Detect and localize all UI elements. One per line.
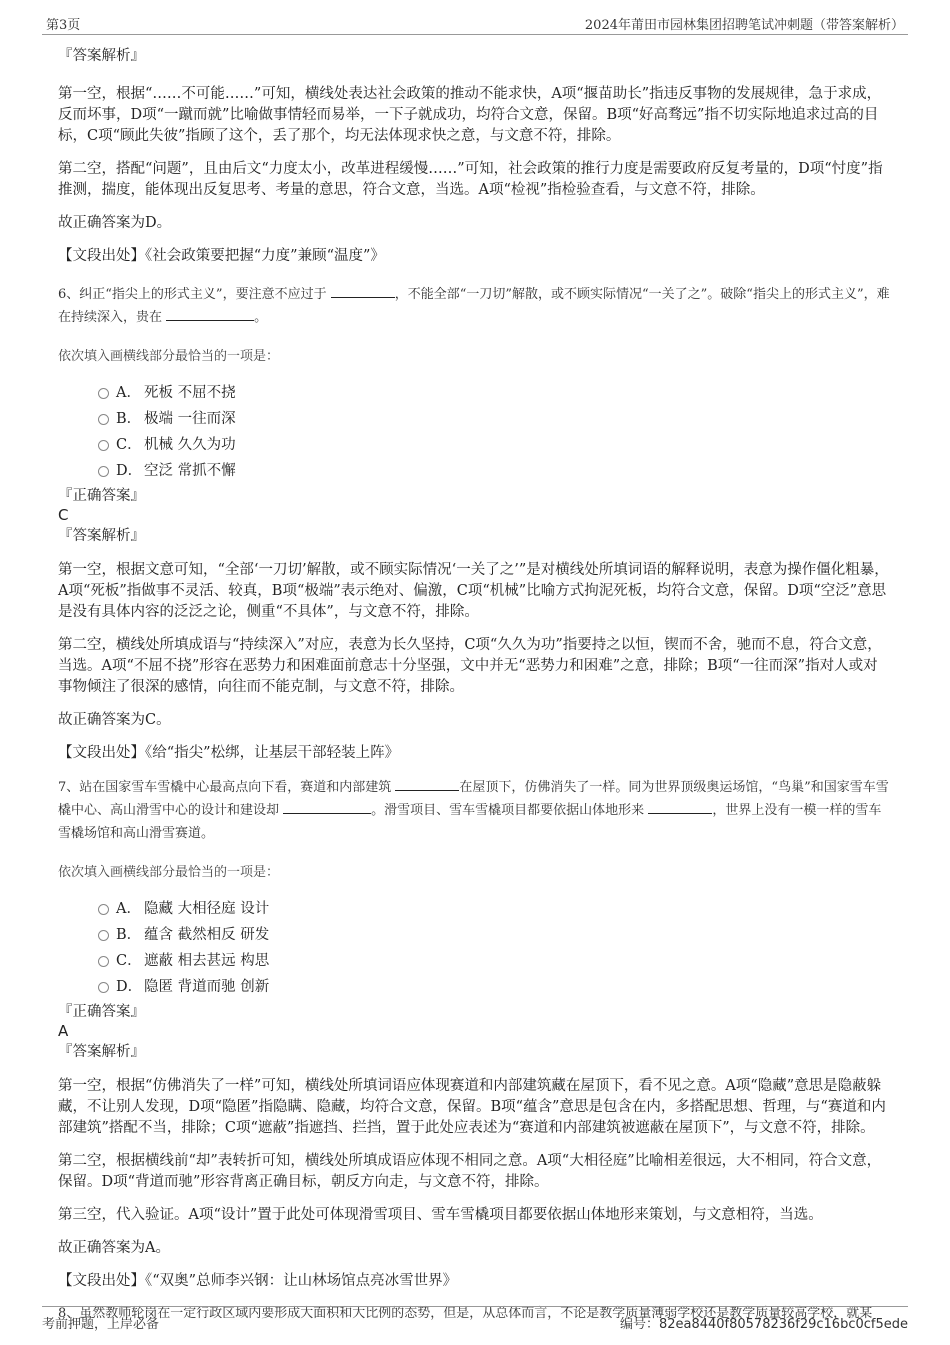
correct-answer-tag: 『正确答案』 bbox=[58, 1004, 145, 1020]
analysis-paragraph: 第一空，根据文意可知，“全部‘一刀切’解散，或不顾实际情况‘一关了之’”是对横线处所填词语的解释说明，表意为操作僵化粗暴，A项“死板”指做事不灵活、较真，B项“极端”表示绝对、偏激，C项“机械”比喻方式拘泥死板，均符合文意，保留。D项“空泛”意思是没有具体内容的泛泛之论，侧重“不具体”，与文意不符，排除。 bbox=[58, 562, 889, 620]
fill-blank bbox=[331, 285, 395, 298]
option-b[interactable]: B． 极端 一往而深 bbox=[58, 406, 890, 432]
page-content bbox=[58, 40, 890, 1321]
page-number: 第3页 bbox=[46, 18, 81, 33]
analysis-tag: 『答案解析』 bbox=[58, 528, 145, 544]
option-c[interactable]: C． 遮蔽 相去甚远 构思 bbox=[58, 948, 890, 974]
option-b[interactable]: B． 蕴含 截然相反 研发 bbox=[58, 922, 890, 948]
radio-icon[interactable] bbox=[98, 930, 109, 941]
option-list bbox=[58, 380, 890, 484]
source-citation: 【文段出处】《“双奥”总师李兴钢：让山林场馆点亮冰雪世界》 bbox=[58, 1273, 458, 1289]
analysis-paragraph: 第二空，横线处所填成语与“持续深入”对应，表意为长久坚持，C项“久久为功”指要持之以恒，锲而不舍，驰而不息，符合文意，当选。A项“不屈不挠”形容在恶势力和困难面前意志十分坚强，文中并无“恶势力和困难”之意，排除；B项“一往而深”指对人或对事物倾注了很深的感情，向往而不能克制，与文意不符，排除。 bbox=[58, 637, 882, 695]
analysis-paragraph: 第三空，代入验证。A项“设计”置于此处可体现滑雪项目、雪车雪橇项目都要依据山体地形来策划，与文意相符，当选。 bbox=[58, 1207, 823, 1223]
fill-blank bbox=[395, 778, 459, 791]
option-a[interactable]: A． 隐藏 大相径庭 设计 bbox=[58, 896, 890, 922]
radio-icon[interactable] bbox=[98, 982, 109, 993]
page-footer bbox=[42, 1306, 908, 1332]
fill-blank bbox=[648, 801, 712, 814]
page-header bbox=[42, 12, 908, 35]
option-d[interactable]: D． 隐匿 背道而驰 创新 bbox=[58, 974, 890, 1000]
analysis-paragraph: 第二空，根据横线前“却”表转折可知，横线处所填成语应体现不相同之意。A项“大相径庭”比喻相差很远，大不相同，符合文意，保留。D项“背道而驰”形容背离正确目标，朝反方向走，与文意不符，排除。 bbox=[58, 1153, 882, 1190]
radio-icon[interactable] bbox=[98, 956, 109, 967]
option-c[interactable]: C． 机械 久久为功 bbox=[58, 432, 890, 458]
question-8-stem: 8、虽然教师轮岗在一定行政区域内要形成大面积和大比例的态势，但是，从总体而言，不论是教学质量薄弱学校还是教学质量较高学校，就某 bbox=[58, 1306, 873, 1321]
question-prompt: 依次填入画横线部分最恰当的一项是： bbox=[58, 349, 280, 364]
correct-answer-tag: 『正确答案』 bbox=[58, 488, 145, 504]
option-list bbox=[58, 896, 890, 1000]
analysis-paragraph: 第二空，搭配“问题”，且由后文“力度太小，改革进程缓慢……”可知，社会政策的推行力度是需要政府反复考量的，D项“忖度”指推测，揣度，能体现出反复思考、考量的意思，符合文意，当选。A项“检视”指检验查看，与文意不符，排除。 bbox=[58, 161, 883, 198]
analysis-paragraph: 第一空，根据“仿佛消失了一样”可知，横线处所填词语应体现赛道和内部建筑藏在屋顶下，看不见之意。A项“隐藏”意思是隐蔽躲藏，不让别人发现，D项“隐匿”指隐瞒、隐藏，均符合文意，保留。B项“蕴含”意思是包含在内，多搭配思想、哲理，与“赛道和内部建筑”搭配不当，排除；C项“遮蔽”指遮挡、拦挡，置于此处应表述为“赛道和内部建筑被遮蔽在屋顶下”，与文意不符，排除。 bbox=[58, 1078, 886, 1136]
radio-icon[interactable] bbox=[98, 466, 109, 477]
analysis-tag: 『答案解析』 bbox=[58, 1044, 145, 1060]
question-7 bbox=[58, 776, 890, 1292]
question-prompt: 依次填入画横线部分最恰当的一项是： bbox=[58, 865, 280, 880]
correct-answer: C bbox=[58, 506, 69, 524]
fill-blank bbox=[166, 308, 254, 321]
conclusion: 故正确答案为A。 bbox=[58, 1240, 170, 1256]
question-6 bbox=[58, 283, 890, 764]
conclusion: 故正确答案为D。 bbox=[58, 215, 172, 231]
question-stem: 6、纠正“指尖上的形式主义”，要注意不应过于 ，不能全部“一刀切”解散，或不顾实际情况“一关了之”。破除“指尖上的形式主义”，难在持续深入，贵在 。 bbox=[58, 287, 890, 325]
analysis-paragraph: 第一空，根据“……不可能……”可知，横线处表达社会政策的推动不能求快，A项“揠苗助长”指违反事物的发展规律，急于求成，反而坏事，D项“一蹴而就”比喻做事情轻而易举，一下子就成功，均符合文意，保留。B项“好高骛远”指不切实际地追求过高的目标，C项“顾此失彼”指顾了这个，丢了那个，均无法体现求快之意，与文意不符，排除。 bbox=[58, 86, 882, 144]
footer-slogan: 考前押题，上岸必备 bbox=[42, 1317, 160, 1332]
source-citation: 【文段出处】《社会政策要把握“力度”兼顾“温度”》 bbox=[58, 248, 385, 264]
question-stem: 7、站在国家雪车雪橇中心最高点向下看，赛道和内部建筑 在屋顶下，仿佛消失了一样。同为世界顶级奥运场馆，“鸟巢”和国家雪车雪橇中心、高山滑雪中心的设计和建设却 。滑雪项目、雪车雪橇项目都要依据山体地形来 ，世界上没有一模一样的雪车雪橇场馆和高山滑雪赛道。 bbox=[58, 780, 889, 841]
analysis-tag: 『答案解析』 bbox=[58, 48, 145, 64]
correct-answer: A bbox=[58, 1022, 69, 1040]
document-code: 编号：82ea8440f80578236f29c16bc0cf5ede bbox=[619, 1317, 908, 1332]
q5-analysis bbox=[58, 46, 890, 267]
source-citation: 【文段出处】《给“指尖”松绑，让基层干部轻装上阵》 bbox=[58, 745, 400, 761]
document-title: 2024年莆田市园林集团招聘笔试冲刺题（带答案解析） bbox=[584, 18, 904, 33]
conclusion: 故正确答案为C。 bbox=[58, 712, 171, 728]
radio-icon[interactable] bbox=[98, 388, 109, 399]
option-a[interactable]: A． 死板 不屈不挠 bbox=[58, 380, 890, 406]
radio-icon[interactable] bbox=[98, 440, 109, 451]
fill-blank bbox=[283, 801, 371, 814]
radio-icon[interactable] bbox=[98, 904, 109, 915]
option-d[interactable]: D． 空泛 常抓不懈 bbox=[58, 458, 890, 484]
radio-icon[interactable] bbox=[98, 414, 109, 425]
